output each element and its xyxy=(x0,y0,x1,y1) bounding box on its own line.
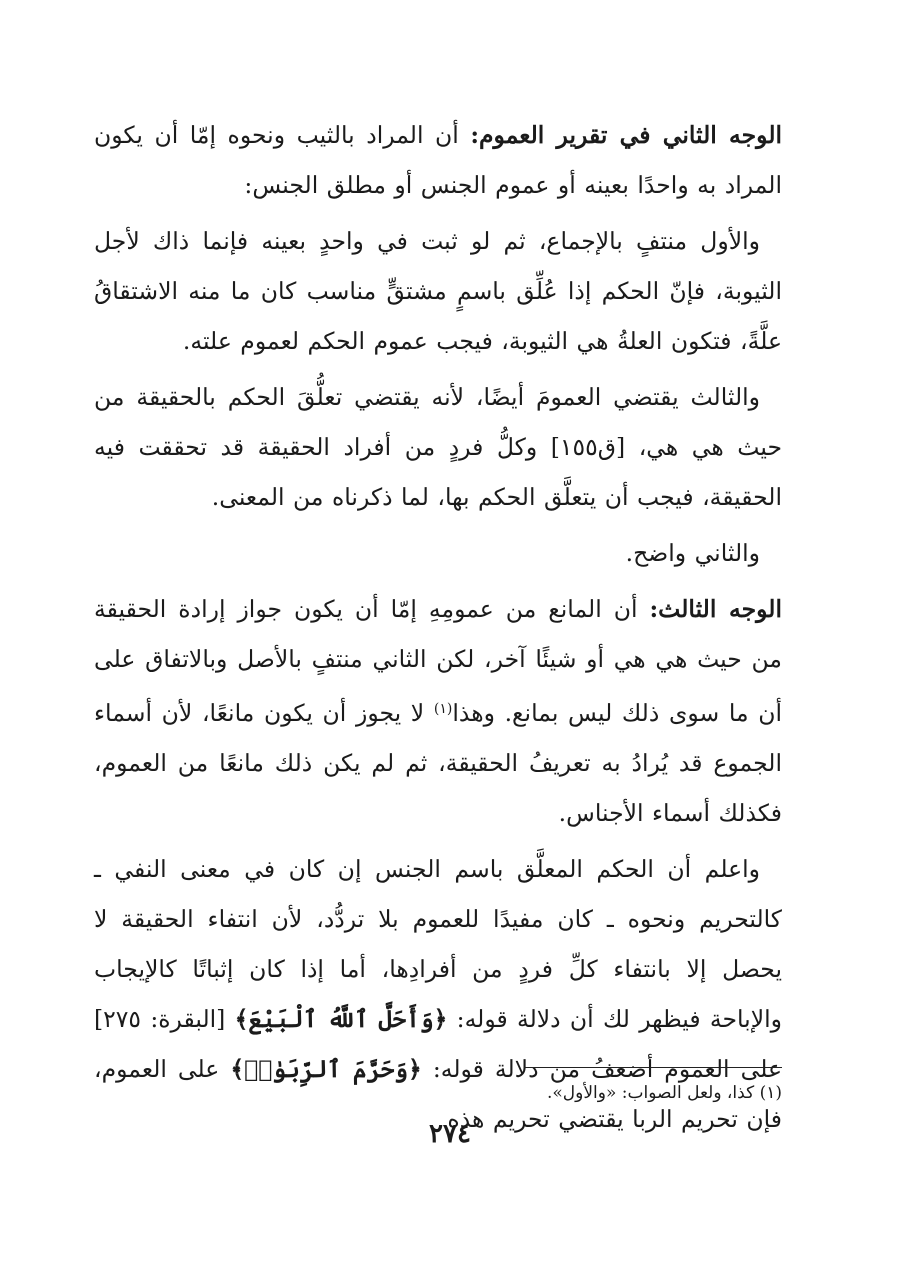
paragraph-third-option xyxy=(94,372,782,522)
paragraph-text: والثالث يقتضي العمومَ أيضًا، لأنه يقتضي تعلُّقَ الحكم بالحقيقة من حيث هي هي، [ق١٥٥] وكلُّ فردٍ من أفراد الحقيقة قد تحققت فيه الحقيقة، فيجب أن يتعلَّق الحكم بها، لما ذكرناه من المعنى. xyxy=(94,383,782,511)
main-text xyxy=(94,110,782,1150)
paragraph-text: والثاني واضح. xyxy=(625,539,760,567)
paragraph-first-option xyxy=(94,216,782,366)
footnote-divider xyxy=(524,1067,782,1068)
footnote xyxy=(94,1078,782,1108)
paragraph-text: على العموم، فإن تحريم الربا يقتضي تحريم هذه xyxy=(94,1055,782,1133)
paragraph-text: واعلم أن الحكم المعلَّق باسم الجنس إن كان في معنى النفي ـ كالتحريم ونحوه ـ كان مفيدًا للعموم بلا تردُّد، لأن انتفاء الحقيقة لا يحصل إلا بانتفاء كلِّ فردٍ من أفرادِها، أما إذا كان إثباتًا كالإيجاب والإباحة فيظهر لك أن دلالة قوله: xyxy=(94,855,782,1033)
paragraph-text: أن المراد بالثيب ونحوه إمّا أن يكون المراد به واحدًا بعينه أو عموم الجنس أو مطلق الجنس: xyxy=(94,121,782,199)
footnote-reference[interactable]: (١) xyxy=(433,701,453,717)
paragraph-text: لا يجوز أن يكون مانعًا، لأن أسماء الجموع قد يُرادُ به تعريفُ الحقيقة، ثم لم يكن ذلك مانعًا من العموم، فكذلك أسماء الأجناس. xyxy=(94,699,782,827)
paragraph-text: والأول منتفٍ بالإجماع، ثم لو ثبت في واحدٍ بعينه فإنما ذاك لأجل الثيوبة، فإنّ الحكم إذا عُلِّق باسمٍ مشتقٍّ مناسب كان ما منه الاشتقاقُ علَّةً، فتكون العلةُ هي الثيوبة، فيجب عموم الحكم لعموم علته. xyxy=(94,227,782,355)
quran-verse-bay: ﴿وَأَحَلَّ ٱللَّهُ ٱلْبَيْعَ﴾ xyxy=(234,1005,448,1033)
footnote-number: (١) xyxy=(759,1083,782,1103)
quran-verse-riba: ﴿وَحَرَّمَ ٱلرِّبَوٰا۟﴾ xyxy=(230,1055,422,1083)
paragraph-second-aspect xyxy=(94,110,782,210)
heading-third-aspect: الوجه الثالث: xyxy=(649,595,782,623)
footnote-text: كذا، ولعل الصواب: «والأول». xyxy=(546,1083,760,1103)
page-number: ٢٧٤ xyxy=(429,1119,471,1149)
paragraph-second-clear xyxy=(94,528,782,578)
paragraph-text: على العموم أضعفُ من دلالة قوله: xyxy=(421,1055,782,1083)
paragraph-text: أن المانع من عمومِهِ إمّا أن يكون جواز إرادة الحقيقة من حيث هي هي أو شيئًا آخر، لكن الثاني منتفٍ بالأصل وبالاتفاق على أن ما سوى ذلك ليس بمانع. وهذا xyxy=(94,595,782,727)
paragraph-third-aspect xyxy=(94,584,782,838)
verse-reference: [البقرة: ٢٧٥] xyxy=(94,1005,235,1033)
heading-second-aspect: الوجه الثاني في تقرير العموم: xyxy=(470,121,783,149)
